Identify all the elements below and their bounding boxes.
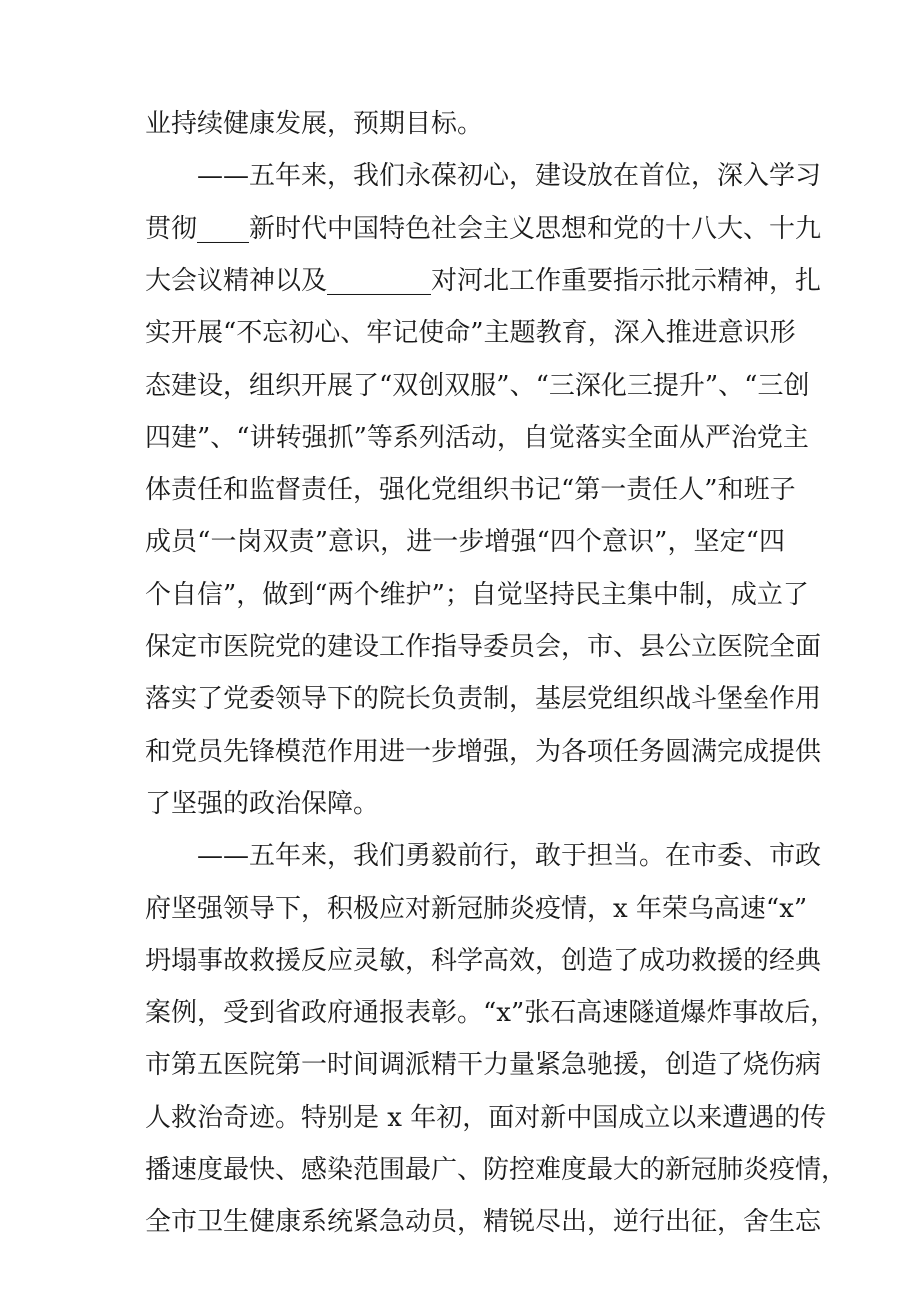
text-line: 播速度最快、感染范围最广、防控难度最大的新冠肺炎疫情， <box>145 1155 848 1185</box>
text-line: 坍塌事故救援反应灵敏，科学高效，创造了成功救援的经典 <box>145 946 822 976</box>
text-line: 落实了党委领导下的院长负责制，基层党组织战斗堡垒作用 <box>145 684 822 714</box>
text-line: ——五年来，我们永葆初心，建设放在首位，深入学习 <box>197 161 822 191</box>
text-line: 和党员先锋模范作用进一步增强，为各项任务圆满完成提供 <box>145 737 822 767</box>
text-line: 了坚强的政治保障。 <box>145 789 380 819</box>
text-line: 成员“一岗双责”意识，进一步增强“四个意识”，坚定“四 <box>145 527 785 557</box>
text-line: 体责任和监督责任，强化党组织书记“第一责任人”和班子 <box>145 475 796 505</box>
text-line: 保定市医院党的建设工作指导委员会，市、县公立医院全面 <box>145 632 822 662</box>
text-line: 府坚强领导下，积极应对新冠肺炎疫情，x 年荣乌高速“x” <box>145 894 808 924</box>
text-line: 大会议精神以及________对河北工作重要指示批示精神，扎 <box>145 266 822 296</box>
text-line: 态建设，组织开展了“双创双服”、“三深化三提升”、“三创 <box>145 371 810 401</box>
text-line: 人救治奇迹。特别是 x 年初，面对新中国成立以来遭遇的传 <box>145 1103 827 1133</box>
text-line: ——五年来，我们勇毅前行，敢于担当。在市委、市政 <box>197 841 822 871</box>
text-line: 个自信”，做到“两个维护”；自觉坚持民主集中制，成立了 <box>145 580 809 610</box>
text-line: 业持续健康发展，预期目标。 <box>145 109 484 139</box>
text-line: 实开展“不忘初心、牢记使命”主题教育，深入推进意识形 <box>145 318 796 348</box>
text-line: 市第五医院第一时间调派精干力量紧急驰援，创造了烧伤病 <box>145 1050 822 1080</box>
text-line: 四建”、“讲转强抓”等系列活动，自觉落实全面从严治党主 <box>145 423 809 453</box>
text-line: 全市卫生健康系统紧急动员，精锐尽出，逆行出征，舍生忘 <box>145 1207 822 1237</box>
text-line: 案例，受到省政府通报表彰。“x”张石高速隧道爆炸事故后， <box>145 998 837 1028</box>
text-line: 贯彻____新时代中国特色社会主义思想和党的十八大、十九 <box>145 214 822 244</box>
